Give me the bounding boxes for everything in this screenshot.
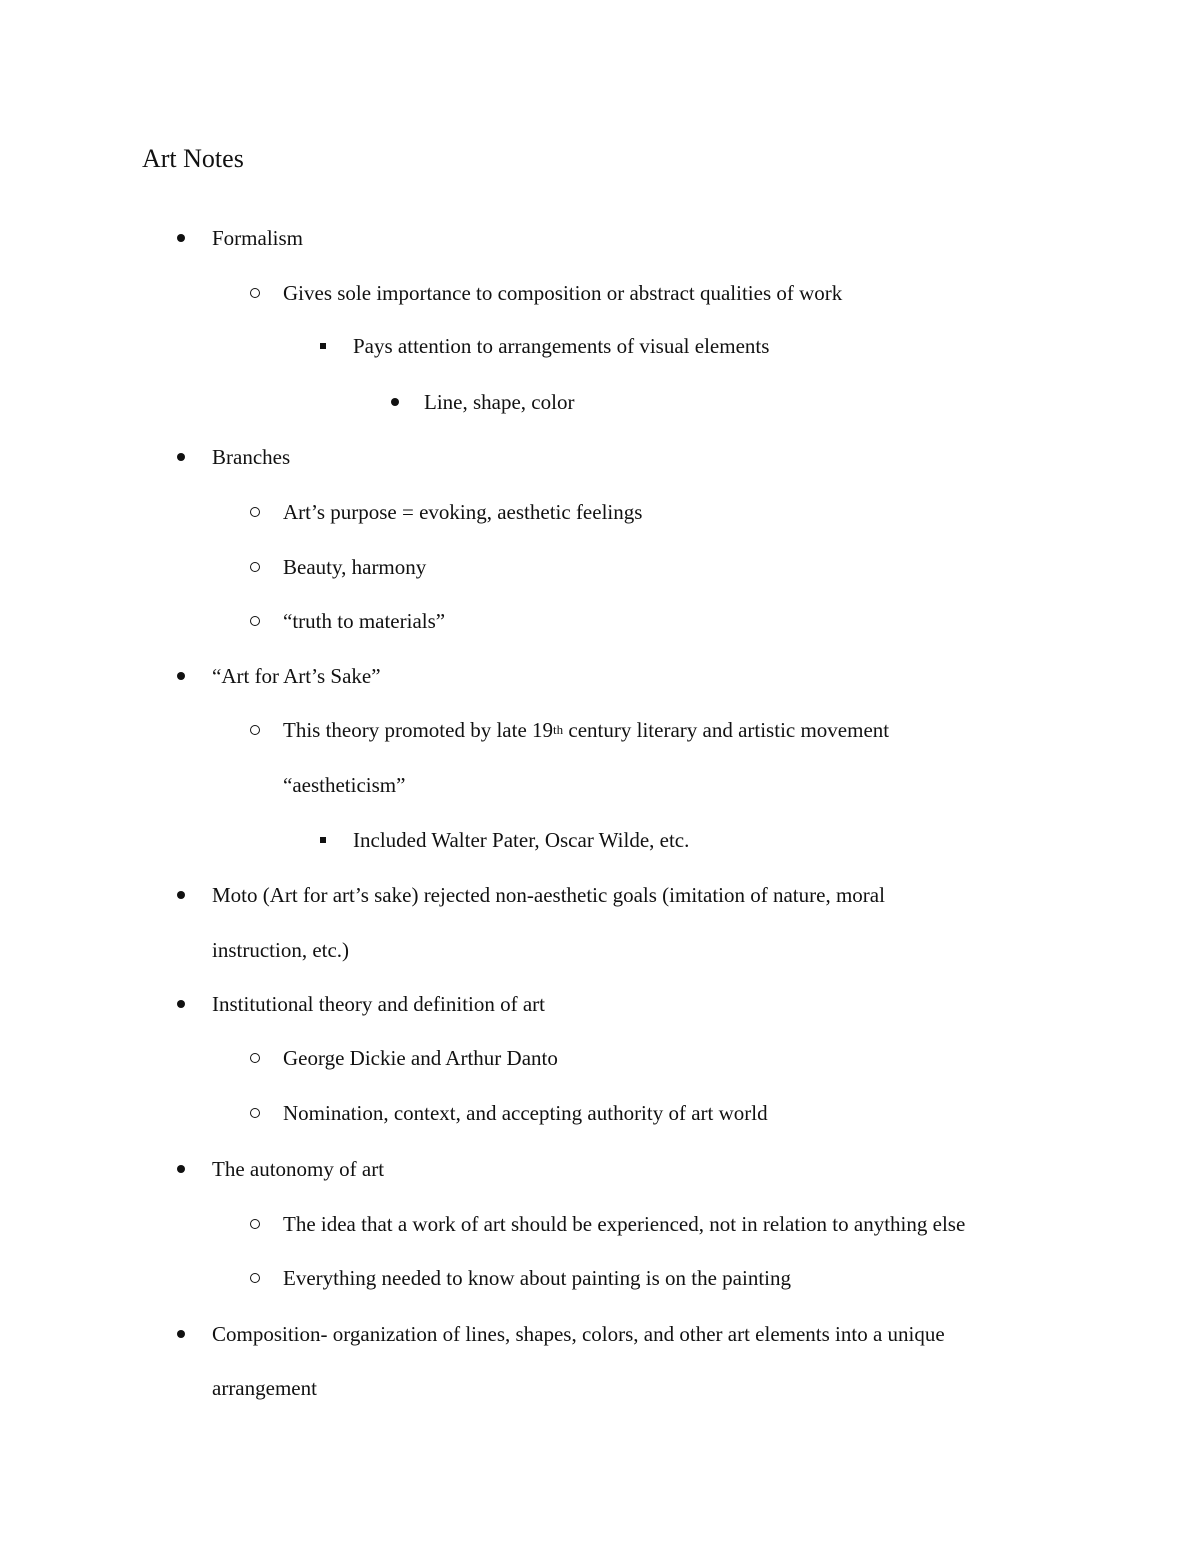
circle-bullet-icon	[248, 1210, 262, 1238]
list-item	[0, 1155, 1200, 1183]
disc-bullet-icon	[175, 662, 187, 690]
disc-bullet-icon	[175, 1320, 187, 1348]
list-item-text: Included Walter Pater, Oscar Wilde, etc.	[353, 828, 690, 852]
page-title: Art Notes	[142, 144, 244, 173]
list-item	[0, 1264, 1200, 1292]
list-item-continuation	[0, 771, 1200, 799]
list-item-text: Nomination, context, and accepting authority of art world	[283, 1101, 768, 1125]
list-item-text: Line, shape, color	[424, 390, 575, 414]
list-item	[0, 826, 1200, 854]
list-item	[0, 224, 1200, 252]
circle-bullet-icon	[248, 1264, 262, 1292]
list-item	[0, 1210, 1200, 1238]
list-item-text: Everything needed to know about painting is on the painting	[283, 1266, 791, 1290]
circle-bullet-icon	[248, 1099, 262, 1127]
list-item	[0, 388, 1200, 416]
list-item	[0, 1099, 1200, 1127]
list-item	[0, 498, 1200, 526]
list-item	[0, 553, 1200, 581]
circle-bullet-icon	[248, 1044, 262, 1072]
circle-bullet-icon	[248, 279, 262, 307]
list-item-text: Institutional theory and definition of art	[212, 992, 546, 1016]
list-item	[0, 1320, 1200, 1348]
circle-bullet-icon	[248, 498, 262, 526]
list-item-text: Formalism	[212, 226, 304, 250]
list-item-text: “truth to materials”	[283, 609, 446, 633]
list-item-text: Branches	[212, 445, 291, 469]
list-item-text: The idea that a work of art should be experienced, not in relation to anything else	[283, 1212, 966, 1236]
list-item-text: The autonomy of art	[212, 1157, 385, 1181]
circle-bullet-icon	[248, 716, 262, 744]
list-item	[0, 1044, 1200, 1072]
list-item-continuation	[0, 936, 1200, 964]
disc-bullet-icon	[389, 388, 401, 416]
list-item-text: Composition- organization of lines, shapes, colors, and other art elements into a unique	[212, 1322, 945, 1346]
disc-bullet-icon	[175, 1155, 187, 1183]
list-item-text: Gives sole importance to composition or abstract qualities of work	[283, 281, 843, 305]
list-item-text: Beauty, harmony	[283, 555, 427, 579]
list-item	[0, 990, 1200, 1018]
list-item	[0, 279, 1200, 307]
disc-bullet-icon	[175, 990, 187, 1018]
list-item-text: Moto (Art for art’s sake) rejected non-aesthetic goals (imitation of nature, moral	[212, 883, 885, 907]
list-item-text: instruction, etc.)	[212, 938, 350, 962]
square-bullet-icon	[318, 826, 328, 854]
disc-bullet-icon	[175, 224, 187, 252]
list-item-text: “Art for Art’s Sake”	[212, 664, 381, 688]
list-item-text: arrangement	[212, 1376, 317, 1400]
list-item	[0, 443, 1200, 471]
circle-bullet-icon	[248, 607, 262, 635]
list-item-text: George Dickie and Arthur Danto	[283, 1046, 558, 1070]
disc-bullet-icon	[175, 881, 187, 909]
list-item	[0, 716, 1200, 744]
list-item	[0, 662, 1200, 690]
disc-bullet-icon	[175, 443, 187, 471]
list-item-continuation	[0, 1374, 1200, 1402]
square-bullet-icon	[318, 332, 328, 360]
list-item-text: This theory promoted by late 19th century literary and artistic movement	[283, 718, 890, 742]
circle-bullet-icon	[248, 553, 262, 581]
list-item-text: “aestheticism”	[283, 773, 406, 797]
list-item-text: Art’s purpose = evoking, aesthetic feelings	[283, 500, 643, 524]
list-item-text: Pays attention to arrangements of visual elements	[353, 334, 770, 358]
list-item	[0, 881, 1200, 909]
list-item	[0, 332, 1200, 360]
list-item	[0, 607, 1200, 635]
